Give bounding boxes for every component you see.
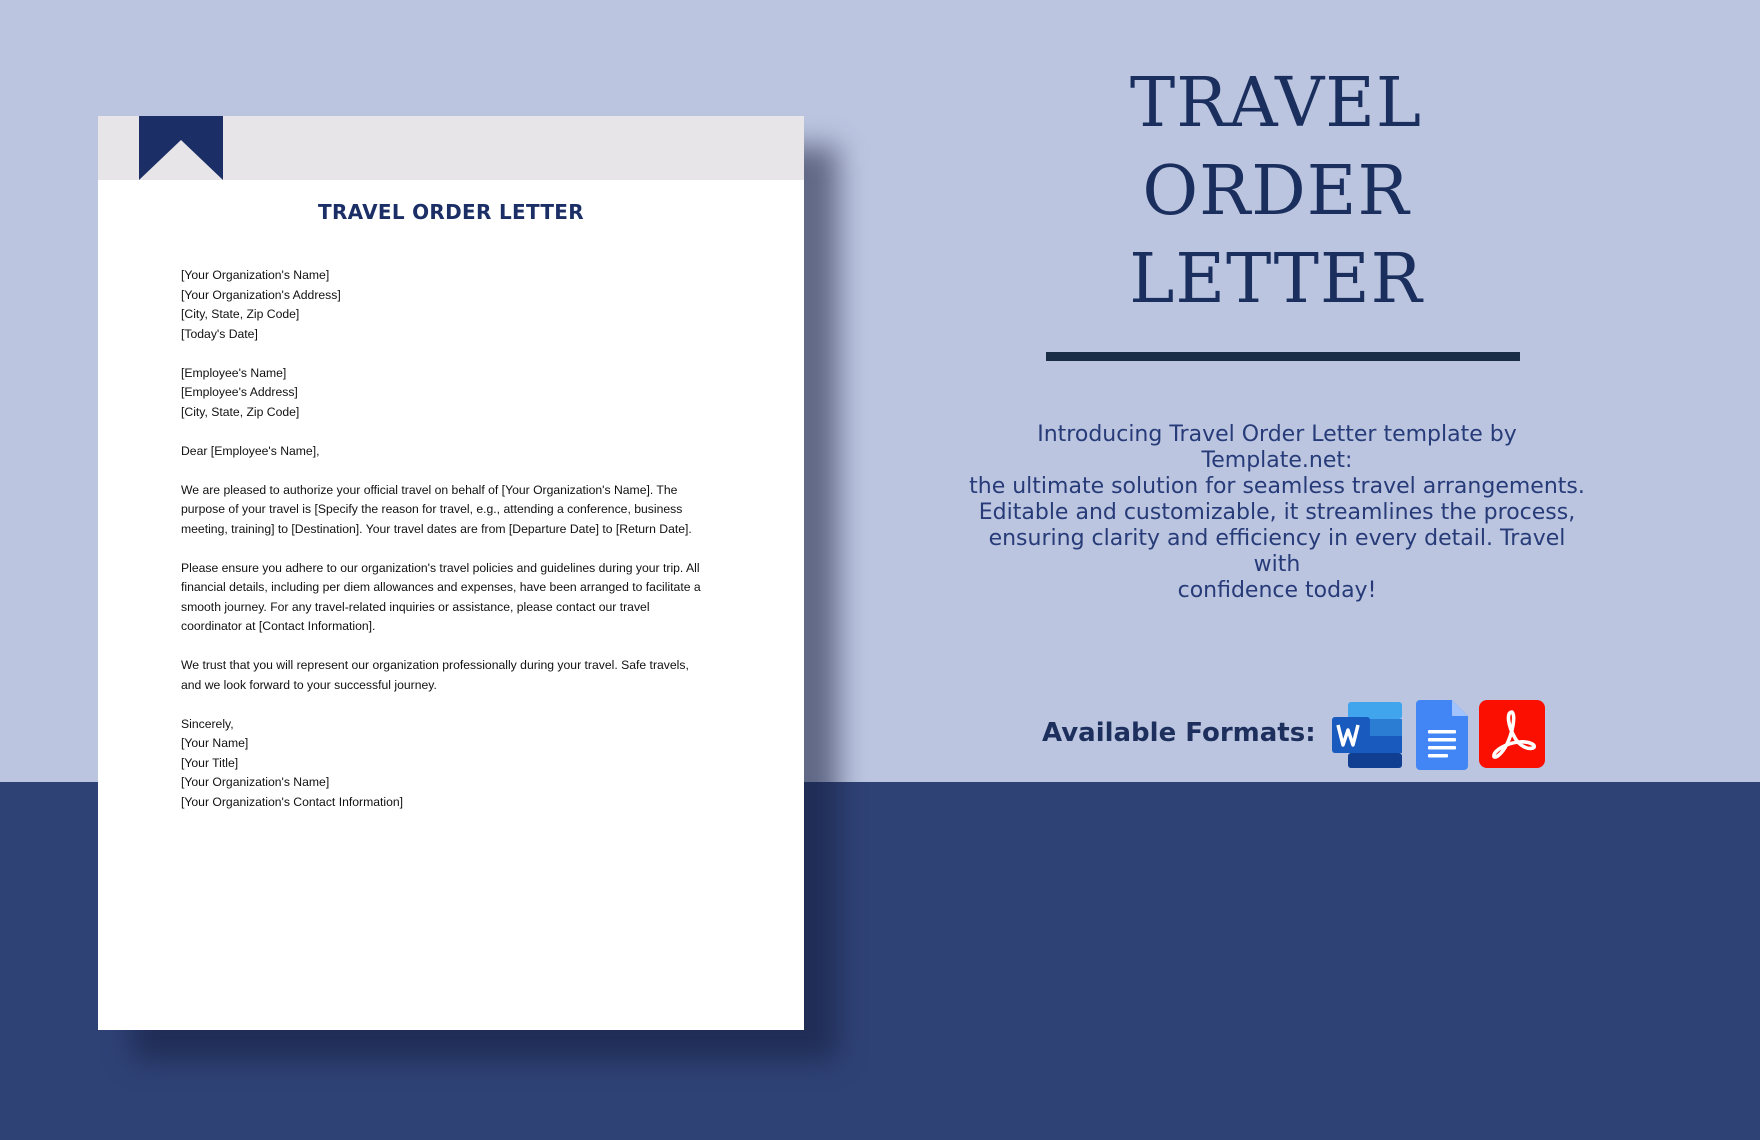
bookmark-icon	[139, 116, 223, 180]
letter-line: [City, State, Zip Code]	[181, 307, 300, 321]
letter-line: We trust that you will represent our organization professionally during your travel. Safe travels,	[181, 658, 689, 672]
letter-line: [Today's Date]	[181, 326, 258, 341]
letter-line: coordinator at [Contact Information].	[181, 619, 376, 633]
microsoft-word-icon[interactable]	[1330, 700, 1404, 770]
letter-paragraph	[181, 715, 741, 813]
document-body	[181, 266, 741, 832]
intro-line: Introducing Travel Order Letter template by Template.net:	[1037, 422, 1517, 473]
intro-line: confidence today!	[1177, 578, 1377, 603]
letter-line: and we look forward to your successful journey.	[181, 677, 437, 692]
hero-title-line: TRAVEL	[1129, 64, 1423, 143]
intro-line: ensuring clarity and efficiency in every detail. Travel with	[988, 526, 1566, 577]
hero-title-line: LETTER	[1129, 240, 1423, 319]
letter-paragraph	[181, 364, 741, 423]
letter-paragraph	[181, 442, 741, 462]
letter-paragraph	[181, 656, 741, 695]
letter-line: We are pleased to authorize your official travel on behalf of [Your Organization's Name]. The	[181, 482, 678, 497]
hero-title	[1060, 60, 1492, 324]
letter-line: [Employee's Address]	[181, 385, 298, 399]
letter-line: purpose of your travel is [Specify the reason for travel, e.g., attending a conference, business	[181, 502, 683, 516]
letter-line: [Your Organization's Address]	[181, 287, 341, 302]
letter-line: financial details, including per diem allowances and expenses, have been arranged to facilitate a	[181, 580, 701, 594]
letter-line: Please ensure you adhere to our organization's travel policies and guidelines during your trip. All	[181, 560, 700, 575]
letter-line: [Your Name]	[181, 736, 249, 750]
document-title: TRAVEL ORDER LETTER	[318, 200, 584, 224]
letter-line: smooth journey. For any travel-related inquiries or assistance, please contact our travel	[181, 599, 650, 614]
letter-line: [City, State, Zip Code]	[181, 404, 300, 419]
letter-line: [Employee's Name]	[181, 365, 287, 380]
letter-paragraph	[181, 266, 741, 344]
google-docs-icon[interactable]	[1416, 700, 1468, 770]
letter-line: Dear [Employee's Name],	[181, 443, 320, 458]
letter-line: [Your Organization's Contact Information]	[181, 794, 404, 809]
intro-line: the ultimate solution for seamless travel arrangements.	[969, 474, 1585, 499]
letter-line: [Your Organization's Name]	[181, 775, 330, 789]
letter-line: Sincerely,	[181, 716, 234, 731]
adobe-pdf-icon[interactable]	[1479, 700, 1545, 768]
available-formats-label: Available Formats:	[1042, 718, 1316, 748]
letter-paragraph	[181, 559, 741, 637]
letter-line: meeting, training] to [Destination]. Your travel dates are from [Departure Date] to [Return Date].	[181, 521, 692, 536]
hero-title-line: ORDER	[1142, 152, 1410, 231]
intro-line: Editable and customizable, it streamlines the process,	[978, 500, 1576, 525]
letter-paragraph	[181, 481, 741, 540]
intro-text	[962, 422, 1592, 604]
document-preview	[98, 116, 804, 1030]
title-divider	[1046, 352, 1520, 361]
letter-line: [Your Organization's Name]	[181, 268, 330, 282]
letter-line: [Your Title]	[181, 755, 239, 770]
